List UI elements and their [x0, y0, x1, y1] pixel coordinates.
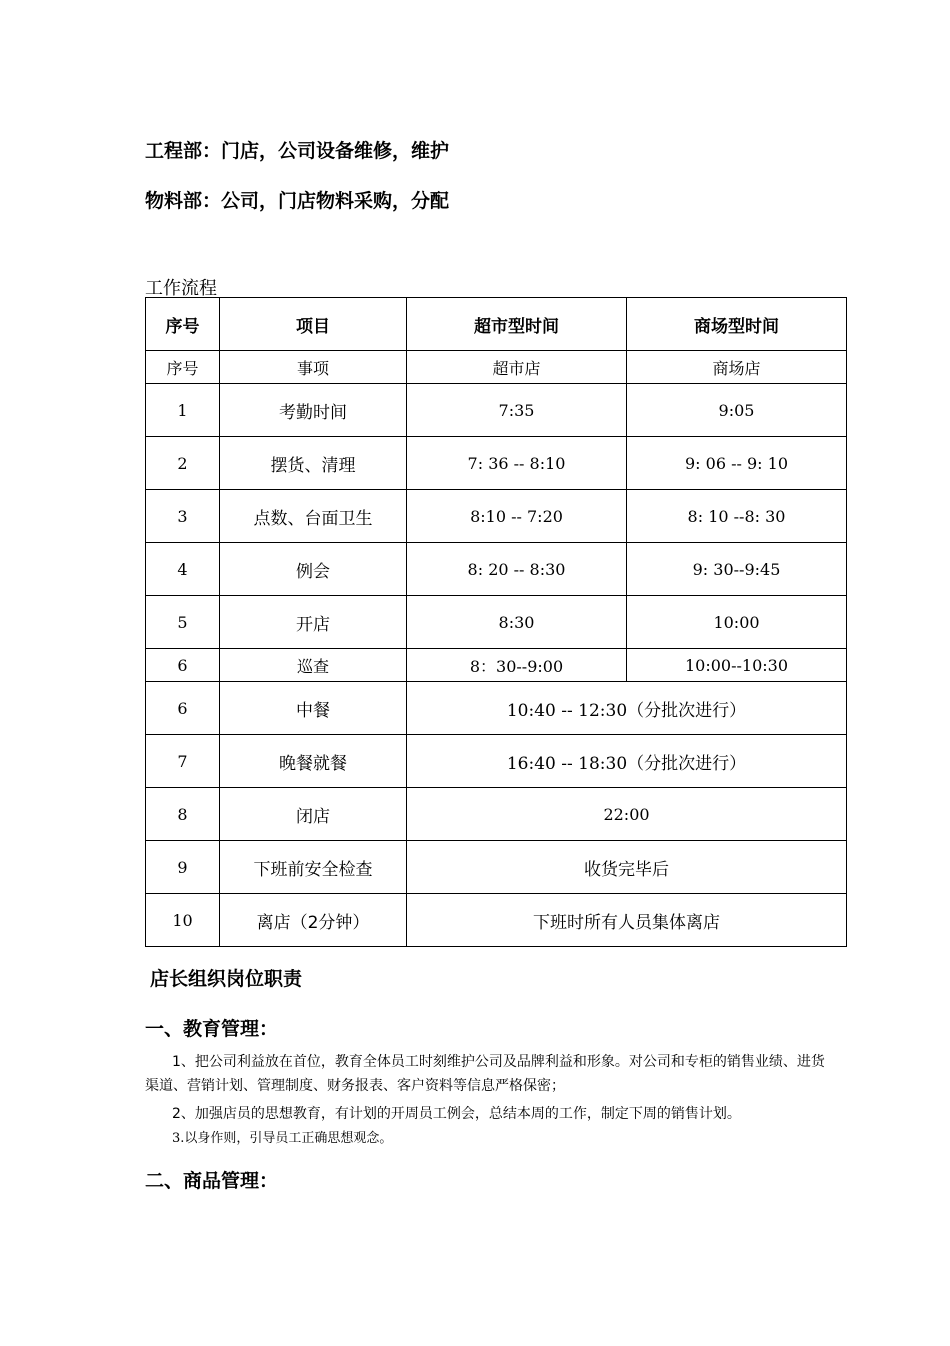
merged-time-cell — [407, 735, 847, 788]
duty-item: 1、把公司利益放在首位，教育全体员工时刻维护公司及品牌利益和形象。对公司和专柜的销售业绩、进货渠道、营销计划、管理制度、财务报表、客户资料等信息严格保密； — [145, 1054, 825, 1094]
workflow-table — [145, 297, 847, 947]
row-item: 考勤时间 — [220, 384, 407, 437]
row-number: 7 — [146, 735, 220, 788]
mall-time: 9: 30--9:45 — [627, 543, 847, 596]
row-number: 6 — [146, 682, 220, 735]
merged-time-cell — [407, 841, 847, 894]
row-item: 下班前安全检查 — [220, 841, 407, 894]
time-note: 下班时所有人员集体离店 — [533, 912, 720, 933]
header-cell: 项目 — [220, 298, 407, 351]
table-row — [146, 894, 847, 947]
row-number: 1 — [146, 384, 220, 437]
row-number: 5 — [146, 596, 220, 649]
header-cell: 序号 — [146, 298, 220, 351]
row-item: 离店（2分钟） — [220, 894, 407, 947]
table-row — [146, 682, 847, 735]
subheader-cell: 事项 — [220, 351, 407, 384]
row-item: 中餐 — [220, 682, 407, 735]
time-range: 10:40 -- 12:30 — [506, 700, 628, 721]
table-header-row — [146, 298, 847, 351]
time-note: （分批次进行） — [627, 700, 747, 721]
supermarket-time: 7:35 — [407, 384, 627, 437]
row-number: 9 — [146, 841, 220, 894]
row-item: 摆货、清理 — [220, 437, 407, 490]
row-item: 闭店 — [220, 788, 407, 841]
mall-time: 10:00 — [627, 596, 847, 649]
row-item: 例会 — [220, 543, 407, 596]
table-row — [146, 788, 847, 841]
header-cell: 商场型时间 — [627, 298, 847, 351]
table-row — [146, 490, 847, 543]
materials-dept-line: 物料部：公司，门店物料采购，分配 — [145, 190, 450, 212]
merged-time-cell — [407, 788, 847, 841]
time-note: （分批次进行） — [627, 753, 747, 774]
row-item: 点数、台面卫生 — [220, 490, 407, 543]
row-number: 3 — [146, 490, 220, 543]
supermarket-time: 8: 20 -- 8:30 — [407, 543, 627, 596]
table-row — [146, 841, 847, 894]
table-row — [146, 735, 847, 788]
row-item: 巡查 — [220, 649, 407, 682]
time-note: 收货完毕后 — [584, 859, 669, 880]
duty-item: 3.以身作则，引导员工正确思想观念。 — [172, 1131, 393, 1146]
row-item: 开店 — [220, 596, 407, 649]
supermarket-time: 7: 36 -- 8:10 — [407, 437, 627, 490]
table-row — [146, 384, 847, 437]
time-range: 22:00 — [603, 804, 650, 824]
row-item: 晚餐就餐 — [220, 735, 407, 788]
section-education-title: 一、教育管理： — [145, 1018, 279, 1040]
workflow-title: 工作流程 — [145, 278, 217, 299]
engineering-dept-line: 工程部：门店，公司设备维修，维护 — [145, 140, 450, 162]
time-range: 16:40 -- 18:30 — [506, 753, 628, 774]
mall-time: 8: 10 --8: 30 — [627, 490, 847, 543]
supermarket-time: 8:10 -- 7:20 — [407, 490, 627, 543]
row-number: 8 — [146, 788, 220, 841]
duty-item: 2、加强店员的思想教育，有计划的开周员工例会，总结本周的工作，制定下周的销售计划。 — [172, 1106, 741, 1122]
row-number: 2 — [146, 437, 220, 490]
mall-time: 9: 06 -- 9: 10 — [627, 437, 847, 490]
section-goods-title: 二、商品管理： — [145, 1170, 279, 1192]
merged-time-cell — [407, 682, 847, 735]
table-row — [146, 649, 847, 682]
table-row — [146, 543, 847, 596]
manager-duties-title: 店长组织岗位职责 — [150, 968, 303, 990]
table-row — [146, 437, 847, 490]
supermarket-time: 8：30--9:00 — [407, 649, 627, 682]
table-row — [146, 596, 847, 649]
supermarket-time: 8:30 — [407, 596, 627, 649]
merged-time-cell — [407, 894, 847, 947]
subheader-cell: 超市店 — [407, 351, 627, 384]
mall-time: 10:00--10:30 — [627, 649, 847, 682]
mall-time: 9:05 — [627, 384, 847, 437]
subheader-cell: 序号 — [146, 351, 220, 384]
header-cell: 超市型时间 — [407, 298, 627, 351]
row-number: 4 — [146, 543, 220, 596]
row-number: 6 — [146, 649, 220, 682]
subheader-cell: 商场店 — [627, 351, 847, 384]
row-number: 10 — [146, 894, 220, 947]
table-subheader-row — [146, 351, 847, 384]
